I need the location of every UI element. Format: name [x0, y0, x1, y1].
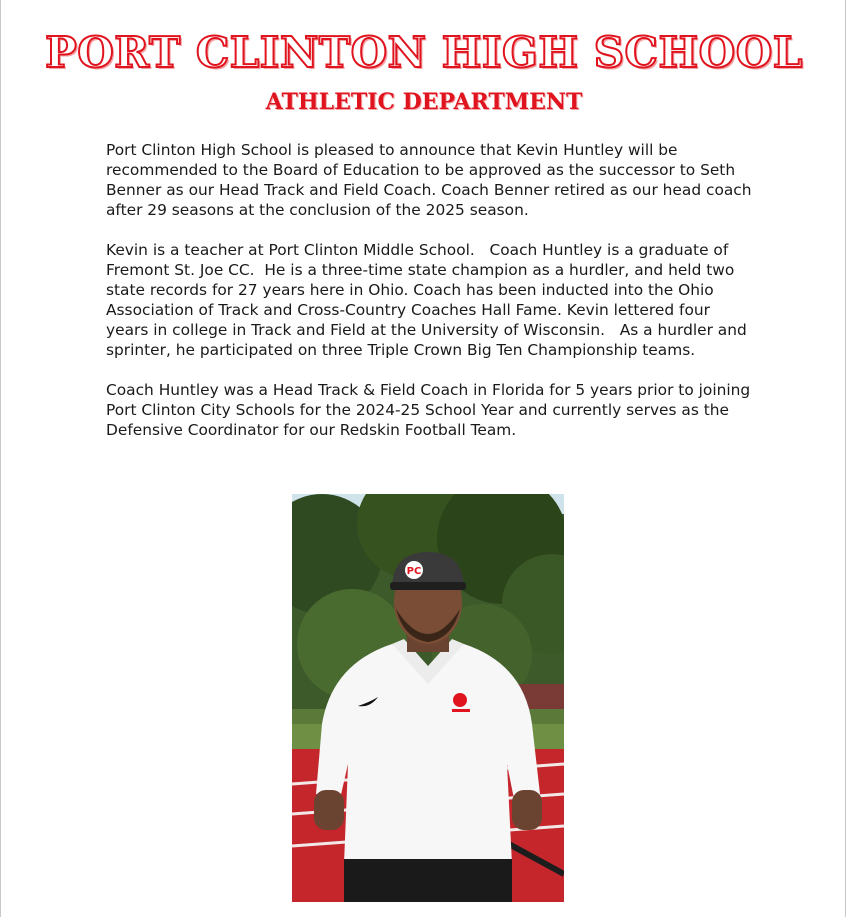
page-subtitle: ATHLETIC DEPARTMENT [265, 89, 583, 115]
cap-logo: PC [406, 566, 422, 577]
paragraph-2: Kevin is a teacher at Port Clinton Middle School. Coach Huntley is a graduate of Fremont St. Joe CC. He is a three-time state champion as a hurdler, and held two state records for 27 years here in Ohio. Coach has been inducted into the Ohio Association of Track and Cross-Country Coaches Hall Fame. Kevin lettered four years in college in Track and Field at the University of Wisconsin. As a hurdler and sprinter, he participated on three Triple Crown Big Ten Championship teams. [106, 241, 752, 359]
paragraph-3: Coach Huntley was a Head Track & Field Coach in Florida for 5 years prior to joining Port Clinton City Schools for the 2024-25 School Year and currently serves as the Defensive Coordinator for our Redskin Football Team. [106, 381, 756, 439]
page-title: PORT CLINTON HIGH SCHOOL [45, 28, 803, 77]
announcement-body [106, 140, 756, 460]
coach-photo [292, 494, 564, 902]
paragraph-1: Port Clinton High School is pleased to announce that Kevin Huntley will be recommended to the Board of Education to be approved as the successor to Seth Benner as our Head Track and Field Coach. Coach Benner retired as our head coach after 29 seasons at the conclusion of the 2025 season. [106, 141, 757, 219]
